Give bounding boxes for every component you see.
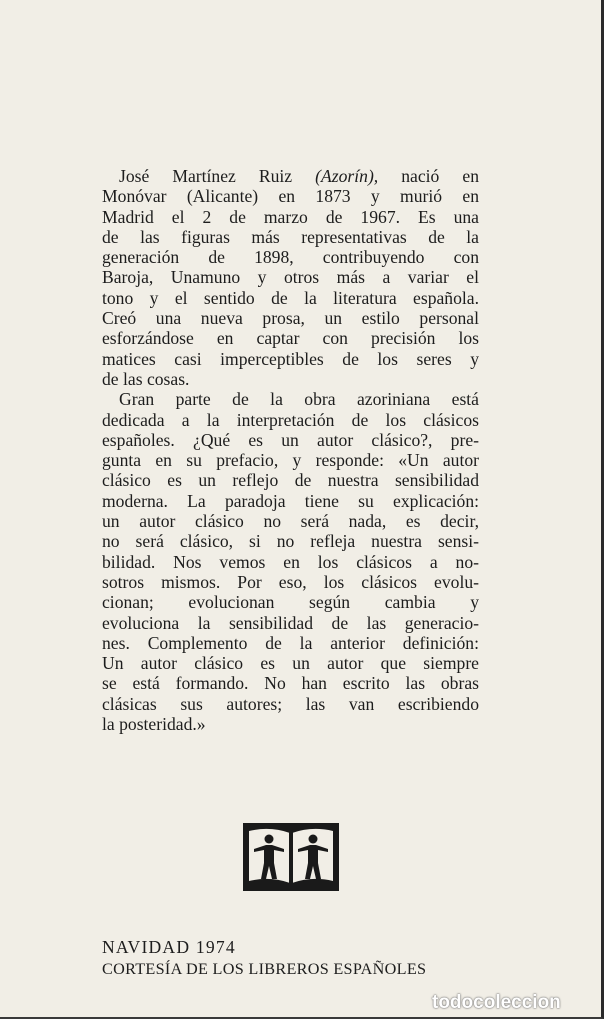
watermark: todocoleccion — [432, 992, 561, 1013]
quote-line: Un autor clásico es un autor que siempre — [102, 653, 479, 674]
quote-line: clásico es un reflejo de nuestra sensibilidad — [102, 470, 479, 491]
bio-line: generación de 1898, contribuyendo con — [102, 247, 479, 268]
bio-line: de las figuras más representativas de la — [102, 226, 479, 247]
bio-line: tono y el sentido de la literatura española. — [102, 287, 479, 308]
quote-line: evoluciona la sensibilidad de las generacio- — [102, 612, 479, 633]
quote-line: se está formando. No han escrito las obras — [102, 673, 479, 694]
quote-line: Gran parte de la obra azoriniana está — [119, 389, 479, 410]
quote-line: no será clásico, si no refleja nuestra sensi- — [102, 531, 479, 552]
bio-line: Baroja, Unamuno y otros más a variar el — [102, 267, 479, 288]
bio-line: matices casi imperceptibles de los seres y — [102, 348, 479, 369]
quote-line: gunta en su prefacio, y responde: «Un autor — [102, 450, 479, 471]
quote-line: sotros mismos. Por eso, los clásicos evolu- — [102, 571, 479, 592]
quote-line: un autor clásico no será nada, es decir, — [102, 511, 479, 532]
bio-first-line: José Martínez Ruiz (Azorín), nació en — [119, 166, 479, 186]
bio-line: esforzándose en captar con precisión los — [102, 328, 479, 349]
footer-date: NAVIDAD 1974 — [102, 937, 236, 957]
quote-line: clásicas sus autores; las van escribiendo — [102, 693, 479, 714]
footer-courtesy: CORTESÍA DE LOS LIBREROS ESPAÑOLES — [102, 960, 427, 978]
open-book-readers-icon — [243, 823, 339, 891]
quote-line: bilidad. Nos vemos en los clásicos a no- — [102, 551, 479, 572]
cover-text — [102, 166, 479, 734]
quote-line: cionan; evolucionan según cambia y — [102, 592, 479, 613]
bio-line: Madrid el 2 de marzo de 1967. Es una — [102, 206, 479, 227]
bio-line: de las cosas. — [102, 368, 190, 389]
quote-line: moderna. La paradoja tiene su explicación: — [102, 490, 479, 511]
bio-line: Monóvar (Alicante) en 1873 y murió en — [102, 186, 479, 207]
quote-line: españoles. ¿Qué es un autor clásico?, pre- — [102, 429, 479, 450]
quote-line: dedicada a la interpretación de los clásicos — [102, 409, 479, 430]
footer-imprint — [102, 936, 482, 980]
quote-line: nes. Complemento de la anterior definición: — [102, 632, 479, 653]
quote-line: la posteridad.» — [102, 714, 206, 735]
bio-line: Creó una nueva prosa, un estilo personal — [102, 308, 479, 329]
